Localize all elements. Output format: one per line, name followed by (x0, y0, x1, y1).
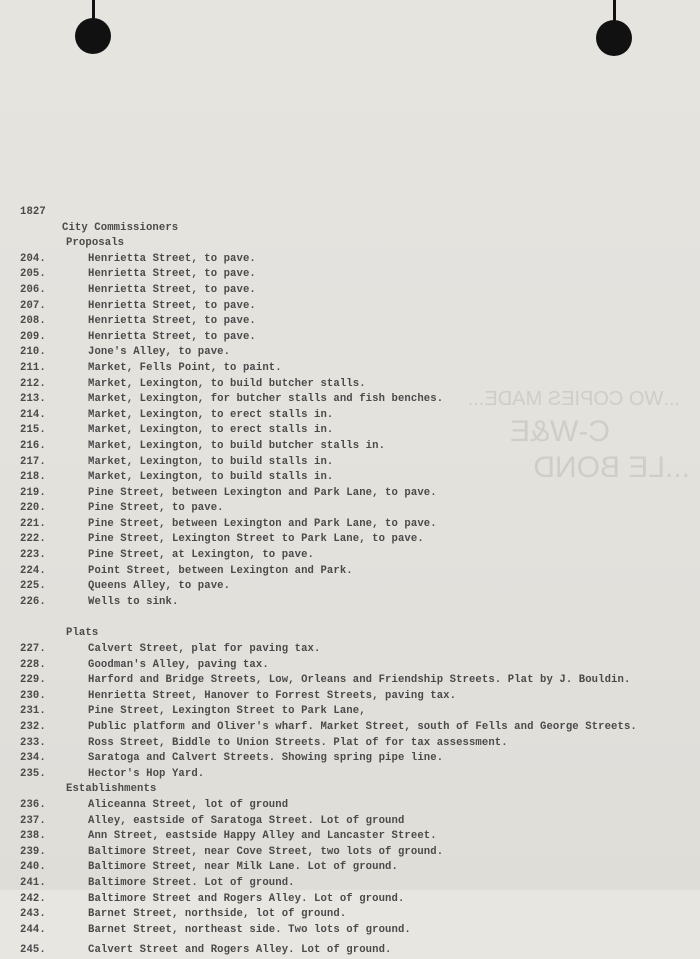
list-entry (20, 845, 690, 861)
entry-number: 227. (20, 643, 46, 656)
list-entry (20, 392, 690, 408)
entry-number: 226. (20, 595, 46, 608)
entry-description: Ann Street, eastside Happy Alley and Lancaster Street. (88, 830, 437, 843)
punch-hole (75, 18, 111, 54)
entry-number: 214. (20, 408, 46, 421)
entry-number: 231. (20, 705, 46, 718)
entry-number: 216. (20, 439, 46, 452)
list-entry (20, 377, 690, 393)
bleed-line: ...WO COPIES MADE... (467, 388, 680, 410)
entry-number: 210. (20, 346, 46, 359)
list-entry (20, 579, 690, 595)
entry-number: 245. (20, 944, 46, 957)
section-items (20, 642, 690, 782)
entry-number: 237. (20, 814, 46, 827)
list-entry (20, 423, 690, 439)
entry-description: Queens Alley, to pave. (88, 580, 231, 593)
entry-number: 222. (20, 533, 46, 546)
entry-number: 224. (20, 564, 46, 577)
entry-description: Baltimore Street. Lot of ground. (88, 876, 295, 889)
entry-description: Market, Lexington, to erect stalls in. (88, 424, 334, 437)
entry-description: Baltimore Street, near Milk Lane. Lot of ground. (88, 861, 398, 874)
list-entry (20, 532, 690, 548)
list-entry (20, 829, 690, 845)
bleed-line: ...LE BOND (533, 451, 690, 484)
entry-description: Wells to sink. (88, 595, 179, 608)
entry-description: Pine Street, to pave. (88, 502, 224, 515)
entry-number: 213. (20, 393, 46, 406)
entry-description: Barnet Street, northside, lot of ground. (88, 908, 347, 921)
list-entry (20, 361, 690, 377)
entry-description: Pine Street, Lexington Street to Park Lane, (88, 705, 366, 718)
entry-number: 229. (20, 674, 46, 687)
list-entry (20, 455, 690, 471)
list-entry (20, 267, 690, 283)
entry-description: Market, Lexington, to build butcher stalls in. (88, 439, 386, 452)
list-entry (20, 907, 690, 923)
list-entry (20, 330, 690, 346)
entry-number: 217. (20, 455, 46, 468)
entry-number: 212. (20, 377, 46, 390)
list-entry (20, 860, 690, 876)
entry-number: 238. (20, 830, 46, 843)
list-entry (20, 814, 690, 830)
entry-number: 223. (20, 549, 46, 562)
entry-number: 240. (20, 861, 46, 874)
entry-description: Henrietta Street, to pave. (88, 252, 256, 265)
entry-number: 220. (20, 502, 46, 515)
list-entry (20, 892, 690, 908)
entry-number: 234. (20, 752, 46, 765)
entry-description: Goodman's Alley, paving tax. (88, 658, 269, 671)
entry-description: Henrietta Street, to pave. (88, 315, 256, 328)
entry-description: Market, Lexington, to build stalls in. (88, 455, 334, 468)
entry-number: 204. (20, 252, 46, 265)
entry-description: Henrietta Street, Hanover to Forrest Streets, paving tax. (88, 689, 457, 702)
entry-number: 241. (20, 876, 46, 889)
entry-description: Ross Street, Biddle to Union Streets. Plat of for tax assessment. (88, 736, 508, 749)
entry-number: 218. (20, 471, 46, 484)
entry-number: 211. (20, 361, 46, 374)
entry-description: Market, Lexington, to build stalls in. (88, 471, 334, 484)
list-entry (20, 736, 690, 752)
entry-description: Pine Street, at Lexington, to pave. (88, 549, 315, 562)
list-entry (20, 299, 690, 315)
section-title: Establishments (66, 783, 157, 796)
entry-description: Harford and Bridge Streets, Low, Orleans and Friendship Streets. Plat by J. Bouldin. (88, 674, 631, 687)
entry-number: 230. (20, 689, 46, 702)
list-entry (20, 486, 690, 502)
list-entry (20, 564, 690, 580)
entry-number: 235. (20, 767, 46, 780)
typed-list (20, 205, 690, 959)
list-entry (20, 439, 690, 455)
entry-number: 243. (20, 908, 46, 921)
bleed-line: C-W&E (510, 415, 610, 448)
entry-description: Baltimore Street, near Cove Street, two lots of ground. (88, 845, 444, 858)
list-entry (20, 798, 690, 814)
list-entry (20, 673, 690, 689)
list-entry (20, 517, 690, 533)
list-entry (20, 595, 690, 611)
entry-number: 215. (20, 424, 46, 437)
entry-description: Alley, eastside of Saratoga Street. Lot of ground (88, 814, 405, 827)
entry-number: 236. (20, 798, 46, 811)
section-gap (20, 610, 690, 626)
entry-description: Public platform and Oliver's wharf. Market Street, south of Fells and George Streets. (88, 721, 637, 733)
entry-number: 225. (20, 580, 46, 593)
entry-number: 242. (20, 892, 46, 905)
entry-number: 205. (20, 268, 46, 281)
entry-description: Henrietta Street, to pave. (88, 330, 256, 343)
entry-description: Pine Street, between Lexington and Park Lane, to pave. (88, 486, 437, 499)
list-entry (20, 314, 690, 330)
entry-number: 244. (20, 923, 46, 936)
entry-number: 228. (20, 658, 46, 671)
entry-description: Calvert Street, plat for paving tax. (88, 643, 321, 656)
entry-description: Barnet Street, northeast side. Two lots of ground. (88, 923, 411, 936)
entry-description: Jone's Alley, to pave. (88, 346, 231, 359)
list-entry (20, 658, 690, 674)
entry-number: 233. (20, 736, 46, 749)
list-entry (20, 876, 690, 892)
entry-description: Henrietta Street, to pave. (88, 299, 256, 312)
entry-description: Aliceanna Street, lot of ground (88, 798, 289, 811)
commission-heading: City Commissioners (62, 221, 179, 234)
list-entry (20, 943, 690, 959)
punch-hole (596, 20, 632, 56)
list-entry (20, 408, 690, 424)
entry-description: Pine Street, between Lexington and Park Lane, to pave. (88, 517, 437, 530)
entry-number: 239. (20, 845, 46, 858)
list-entry (20, 548, 690, 564)
list-entry (20, 252, 690, 268)
entry-number: 221. (20, 517, 46, 530)
list-entry (20, 642, 690, 658)
entry-description: Calvert Street and Rogers Alley. Lot of ground. (88, 944, 392, 957)
entry-description: Henrietta Street, to pave. (88, 268, 256, 281)
section-items (20, 252, 690, 611)
entry-description: Market, Lexington, to erect stalls in. (88, 408, 334, 421)
entry-number: 206. (20, 283, 46, 296)
entry-number: 232. (20, 721, 46, 733)
entry-description: Market, Lexington, to build butcher stalls. (88, 377, 366, 390)
entry-description: Henrietta Street, to pave. (88, 283, 256, 296)
entry-description: Hector's Hop Yard. (88, 767, 205, 780)
entry-description: Market, Fells Point, to paint. (88, 361, 282, 374)
year-heading: 1827 (20, 206, 46, 218)
entry-description: Point Street, between Lexington and Park. (88, 564, 353, 577)
section-items (20, 798, 690, 959)
list-entry (20, 689, 690, 705)
entry-number: 207. (20, 299, 46, 312)
list-entry (20, 470, 690, 486)
list-entry (20, 704, 690, 720)
entry-description: Market, Lexington, for butcher stalls and fish benches. (88, 393, 444, 406)
list-entry (20, 923, 690, 939)
list-entry (20, 751, 690, 767)
entry-number: 219. (20, 486, 46, 499)
entry-description: Pine Street, Lexington Street to Park Lane, to pave. (88, 533, 424, 546)
list-entry (20, 283, 690, 299)
entry-number: 209. (20, 330, 46, 343)
section-title: Proposals (66, 237, 125, 250)
list-entry (20, 720, 690, 736)
section-title: Plats (66, 627, 99, 640)
entry-description: Saratoga and Calvert Streets. Showing spring pipe line. (88, 752, 444, 765)
entry-number: 208. (20, 315, 46, 328)
list-entry (20, 501, 690, 517)
list-entry (20, 767, 690, 783)
list-entry (20, 345, 690, 361)
entry-description: Baltimore Street and Rogers Alley. Lot of ground. (88, 892, 405, 905)
